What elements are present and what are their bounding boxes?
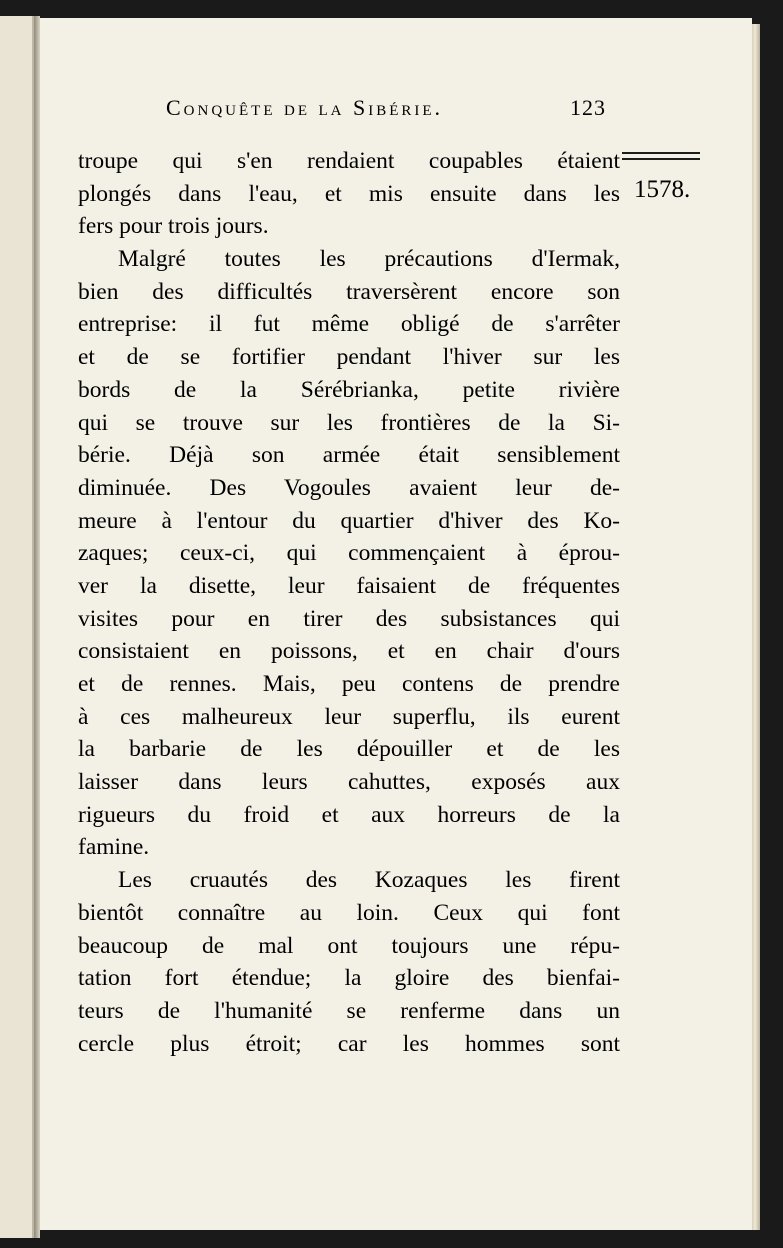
margin-year-note: 1578. xyxy=(634,176,691,203)
page-number: 123 xyxy=(570,95,606,120)
text-line: fers pour trois jours. xyxy=(78,213,269,240)
text-line: bérie. Déjà son armée était sensiblement xyxy=(78,442,620,469)
text-line: teurs de l'humanité se renferme dans un xyxy=(78,997,620,1024)
facing-page-edge xyxy=(0,16,34,1238)
text-line: famine. xyxy=(78,834,150,861)
text-line: qui se trouve sur les frontières de la Si- xyxy=(78,409,620,436)
text-line: à ces malheureux leur superflu, ils eurent xyxy=(78,703,620,730)
text-line: et de se fortifier pendant l'hiver sur les xyxy=(78,344,620,371)
text-line: bords de la Sérébrianka, petite rivière xyxy=(78,376,620,403)
body-text xyxy=(78,145,620,1060)
text-line: la barbarie de les dépouiller et de les xyxy=(78,736,620,763)
text-line: Les cruautés des Kozaques les firent xyxy=(118,867,620,894)
text-line: bien des difficultés traversèrent encore son xyxy=(78,278,620,305)
text-line: beaucoup de mal ont toujours une répu- xyxy=(78,932,620,959)
page-fore-edge xyxy=(752,24,760,1230)
text-line: entreprise: il fut même obligé de s'arrêter xyxy=(78,311,620,338)
text-line: visites pour en tirer des subsistances qui xyxy=(78,605,620,632)
text-line: ver la disette, leur faisaient de fréquentes xyxy=(78,572,620,599)
text-line: diminuée. Des Vogoules avaient leur de- xyxy=(78,474,620,501)
running-head xyxy=(166,95,606,129)
text-line: et de rennes. Mais, peu contens de prendre xyxy=(78,671,620,697)
margin-double-rule xyxy=(622,152,700,160)
text-line: rigueurs du froid et aux horreurs de la xyxy=(78,801,620,828)
text-line: meure à l'entour du quartier d'hiver des Ko- xyxy=(78,507,620,534)
text-line: Malgré toutes les précautions d'Iermak, xyxy=(118,246,620,273)
running-title: Conquête de la Sibérie. xyxy=(166,95,444,120)
text-line: plongés dans l'eau, et mis ensuite dans les xyxy=(78,180,620,207)
text-line: laisser dans leurs cahuttes, exposés aux xyxy=(78,769,620,796)
text-line: troupe qui s'en rendaient coupables étaient xyxy=(78,148,620,174)
text-line: tation fort étendue; la gloire des bienfai- xyxy=(78,965,620,992)
text-line: consistaient en poissons, et en chair d'ours xyxy=(78,638,620,665)
text-line: cercle plus étroit; car les hommes sont xyxy=(78,1030,620,1057)
text-line: zaques; ceux-ci, qui commençaient à éprou- xyxy=(78,540,620,567)
text-line: bientôt connaître au loin. Ceux qui font xyxy=(78,899,620,926)
